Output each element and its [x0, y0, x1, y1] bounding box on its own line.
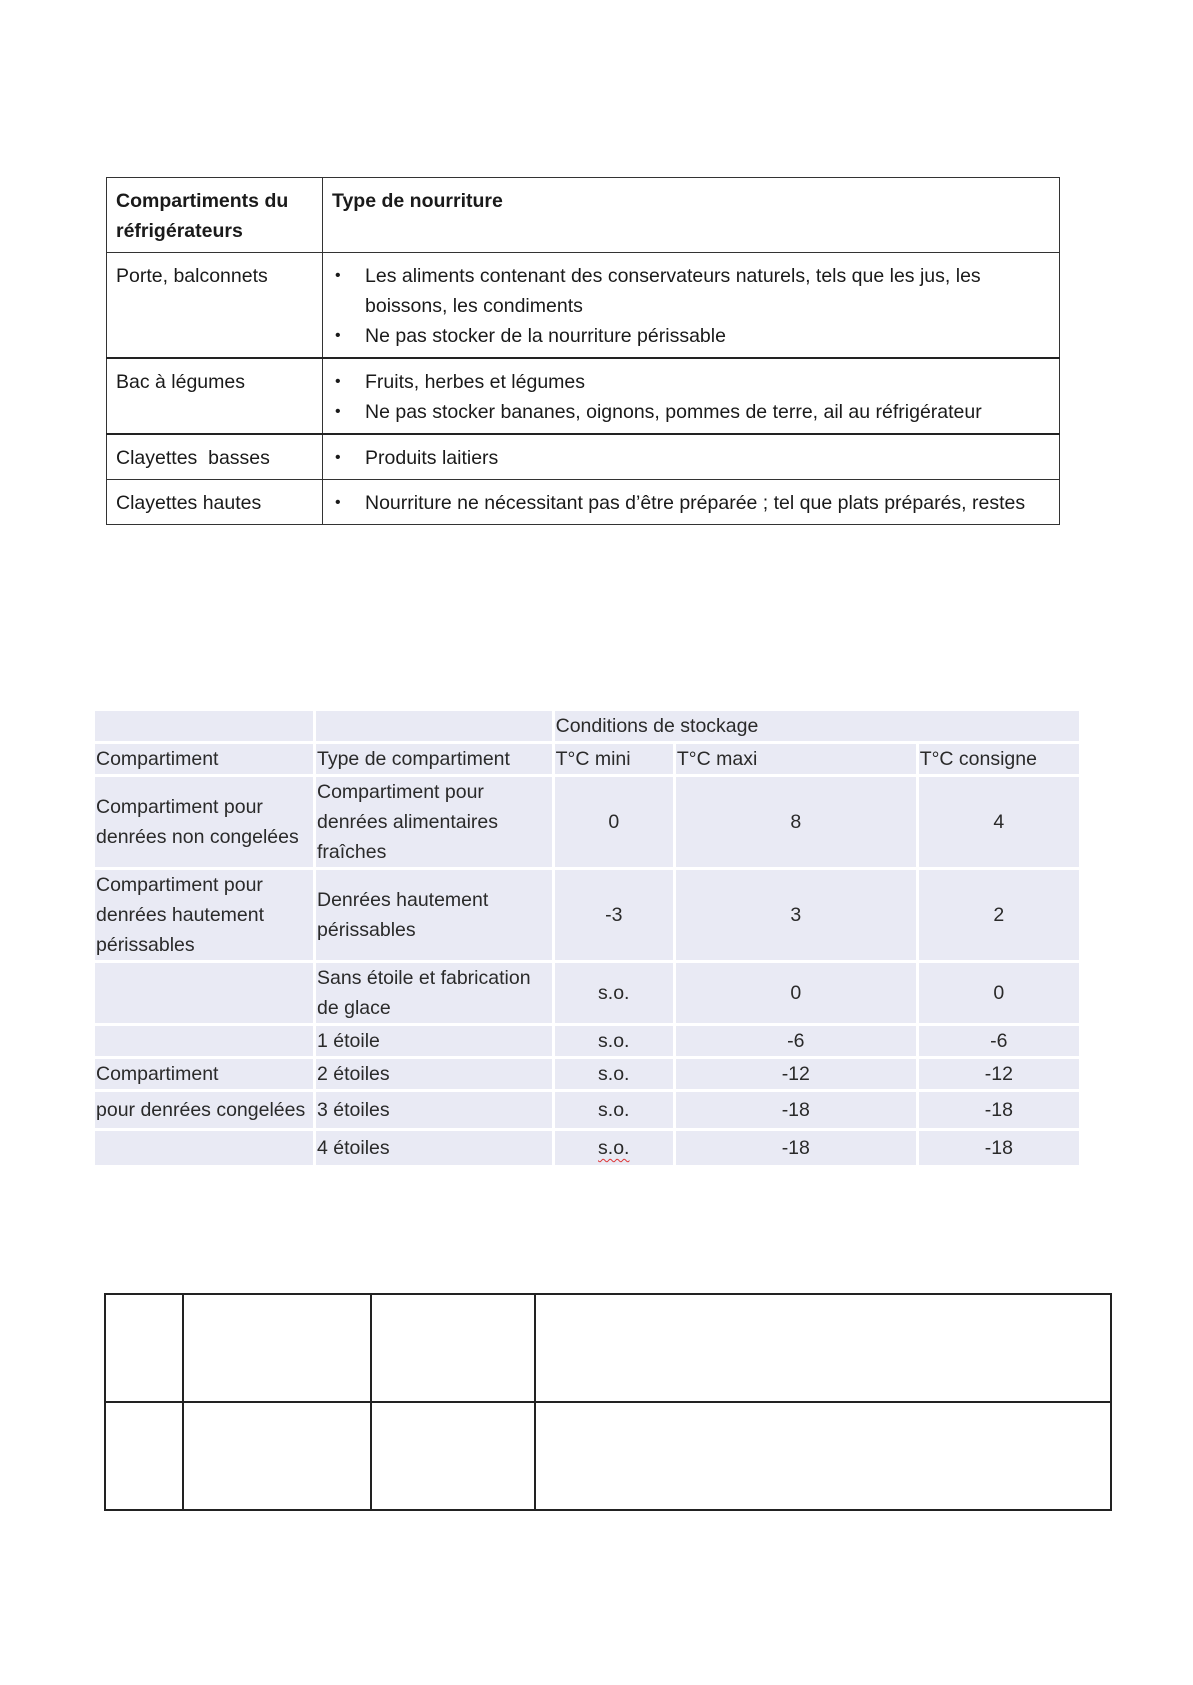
list-item: • Nourriture ne nécessitant pas d’être préparée ; tel que plats préparés, restes	[332, 488, 1050, 518]
spellcheck-underlined-text: s.o.	[598, 1137, 630, 1159]
empty-cell[interactable]	[535, 1294, 1111, 1402]
table-row	[95, 1059, 1079, 1089]
temp-setpoint-cell: 2	[919, 870, 1079, 960]
compartment-cell: Clayettes basses	[107, 434, 323, 480]
empty-cell[interactable]	[371, 1294, 535, 1402]
empty-cell	[316, 711, 552, 741]
compartment-cell: Clayettes hautes	[107, 480, 323, 525]
food-type-cell	[323, 434, 1060, 480]
table-row	[107, 480, 1060, 525]
table-row	[95, 1131, 1079, 1165]
empty-cell	[95, 711, 313, 741]
list-item: • Les aliments contenant des conservateurs naturels, tels que les jus, les boissons, les condiments	[332, 261, 1050, 321]
empty-cell[interactable]	[105, 1294, 183, 1402]
food-type-cell	[323, 253, 1060, 359]
list-item: • Ne pas stocker de la nourriture périssable	[332, 321, 1050, 351]
table-row	[95, 870, 1079, 960]
compartment-type-cell: 3 étoiles	[316, 1092, 552, 1128]
temp-max-cell: -6	[676, 1026, 916, 1056]
compartment-cell	[95, 963, 313, 1023]
temp-setpoint-cell: -18	[919, 1092, 1079, 1128]
storage-conditions-table	[92, 708, 1082, 1168]
compartment-cell: Bac à légumes	[107, 358, 323, 434]
table-row	[95, 1026, 1079, 1056]
temp-min-cell: s.o.	[555, 1059, 673, 1089]
temp-max-cell: -18	[676, 1092, 916, 1128]
compartment-type-cell: 1 étoile	[316, 1026, 552, 1056]
food-type-cell	[323, 358, 1060, 434]
compartment-type-cell: Compartiment pour denrées alimentaires fraîches	[316, 777, 552, 867]
compartment-type-cell: Denrées hautement périssables	[316, 870, 552, 960]
compartment-cell	[95, 1026, 313, 1056]
column-header-compartment: Compartiment	[95, 744, 313, 774]
column-header-temp-max: T°C maxi	[676, 744, 916, 774]
empty-cell[interactable]	[105, 1402, 183, 1510]
table-header-row	[95, 744, 1079, 774]
food-type-cell	[323, 480, 1060, 525]
group-header-storage-conditions: Conditions de stockage	[555, 711, 1079, 741]
column-header-temp-setpoint: T°C consigne	[919, 744, 1079, 774]
table-row	[107, 253, 1060, 359]
group-header-row	[95, 711, 1079, 741]
empty-table	[104, 1293, 1112, 1511]
temp-min-cell: s.o.	[555, 1092, 673, 1128]
temp-setpoint-cell: 0	[919, 963, 1079, 1023]
list-item: • Ne pas stocker bananes, oignons, pommes de terre, ail au réfrigérateur	[332, 397, 1050, 427]
column-header-temp-min: T°C mini	[555, 744, 673, 774]
table-row	[107, 434, 1060, 480]
table-row	[107, 358, 1060, 434]
temp-max-cell: 8	[676, 777, 916, 867]
compartment-cell: Compartiment	[95, 1059, 313, 1089]
temp-max-cell: 0	[676, 963, 916, 1023]
temp-setpoint-cell: -18	[919, 1131, 1079, 1165]
compartment-cell: Porte, balconnets	[107, 253, 323, 359]
column-header-compartments: Compartiments du réfrigérateurs	[107, 178, 323, 253]
empty-cell[interactable]	[371, 1402, 535, 1510]
column-header-compartment-type: Type de compartiment	[316, 744, 552, 774]
column-header-food-type: Type de nourriture	[323, 178, 1060, 253]
compartment-cell: pour denrées congelées	[95, 1092, 313, 1128]
temp-setpoint-cell: -6	[919, 1026, 1079, 1056]
temp-min-cell: -3	[555, 870, 673, 960]
empty-cell[interactable]	[535, 1402, 1111, 1510]
table-row	[95, 963, 1079, 1023]
list-item: • Produits laitiers	[332, 443, 1050, 473]
temp-max-cell: -18	[676, 1131, 916, 1165]
empty-cell[interactable]	[183, 1402, 371, 1510]
compartment-cell	[95, 1131, 313, 1165]
table-row	[105, 1294, 1111, 1402]
temp-setpoint-cell: 4	[919, 777, 1079, 867]
compartment-cell: Compartiment pour denrées hautement périssables	[95, 870, 313, 960]
compartment-type-cell: Sans étoile et fabrication de glace	[316, 963, 552, 1023]
temp-setpoint-cell: -12	[919, 1059, 1079, 1089]
temp-min-cell: 0	[555, 777, 673, 867]
temp-max-cell: 3	[676, 870, 916, 960]
table-row	[95, 1092, 1079, 1128]
fridge-compartments-table	[106, 177, 1060, 525]
temp-min-cell: s.o.	[555, 1026, 673, 1056]
table-header-row	[107, 178, 1060, 253]
compartment-cell: Compartiment pour denrées non congelées	[95, 777, 313, 867]
temp-min-cell	[555, 1131, 673, 1165]
compartment-type-cell: 4 étoiles	[316, 1131, 552, 1165]
temp-max-cell: -12	[676, 1059, 916, 1089]
table-row	[95, 777, 1079, 867]
compartment-type-cell: 2 étoiles	[316, 1059, 552, 1089]
table-row	[105, 1402, 1111, 1510]
empty-cell[interactable]	[183, 1294, 371, 1402]
temp-min-cell: s.o.	[555, 963, 673, 1023]
list-item: • Fruits, herbes et légumes	[332, 367, 1050, 397]
